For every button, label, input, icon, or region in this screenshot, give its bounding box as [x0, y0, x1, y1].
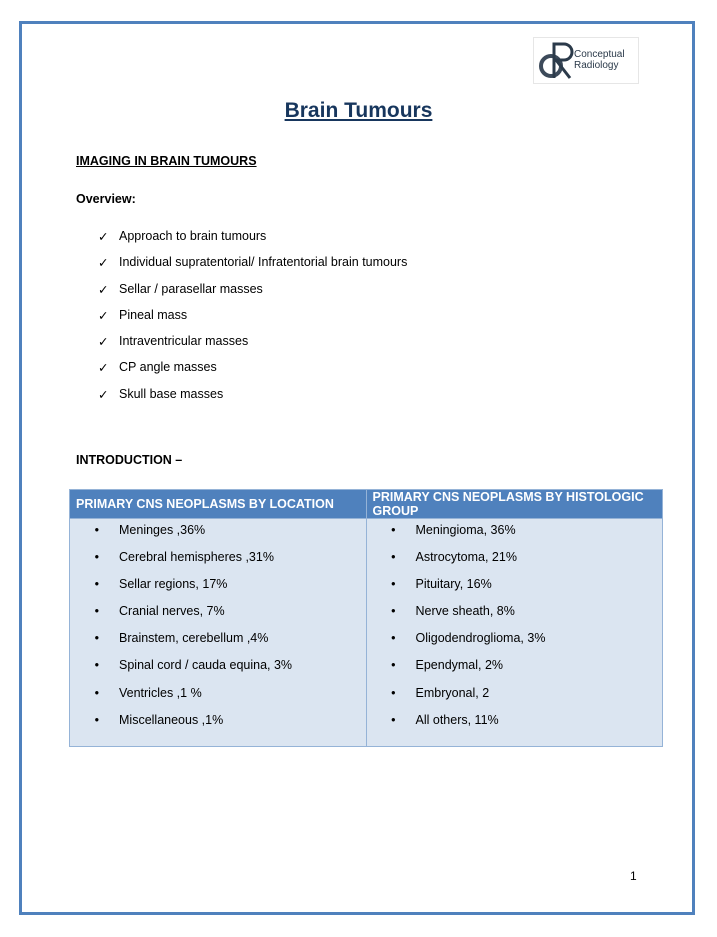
- bullet-icon: •: [391, 577, 396, 592]
- bullet-icon: •: [94, 685, 99, 700]
- checkmark-icon: ✓: [98, 387, 109, 402]
- overview-list: [98, 229, 407, 413]
- bullet-icon: •: [94, 523, 99, 537]
- list-item: ✓ Intraventricular masses: [98, 334, 407, 360]
- bullet-icon: •: [94, 550, 99, 565]
- bullet-icon: •: [391, 685, 396, 700]
- table-list-item: • Spinal cord / cauda equina, 3%: [70, 658, 366, 685]
- table-list-item: • All others, 11%: [367, 713, 663, 740]
- bullet-icon: •: [94, 658, 99, 673]
- conceptual-radiology-logo: [533, 37, 639, 84]
- introduction-label: INTRODUCTION –: [76, 453, 183, 467]
- table-list-item: • Nerve sheath, 8%: [367, 604, 663, 631]
- table-list-item: • Oligodendroglioma, 3%: [367, 631, 663, 658]
- checkmark-icon: ✓: [98, 282, 109, 297]
- bullet-icon: •: [94, 577, 99, 592]
- checkmark-icon: ✓: [98, 335, 109, 350]
- histologic-cell: [366, 519, 663, 747]
- cr-logo-icon: [536, 40, 576, 80]
- checkmark-icon: ✓: [98, 308, 109, 323]
- list-item: ✓ Skull base masses: [98, 387, 407, 413]
- list-item: ✓ Individual supratentorial/ Infratentorial brain tumours: [98, 255, 407, 281]
- page-title: Brain Tumours: [284, 99, 433, 122]
- table-list-item: • Cerebral hemispheres ,31%: [70, 550, 366, 577]
- table-list-item: • Meninges ,36%: [70, 523, 366, 550]
- list-item: ✓ Sellar / parasellar masses: [98, 282, 407, 308]
- logo-text-line1: Conceptual: [574, 49, 625, 60]
- bullet-icon: •: [391, 658, 396, 673]
- table-list-item: • Ependymal, 2%: [367, 658, 663, 685]
- bullet-icon: •: [391, 550, 396, 565]
- bullet-icon: •: [391, 631, 396, 646]
- column-header-location: PRIMARY CNS NEOPLASMS BY LOCATION: [70, 490, 367, 519]
- table-list-item: • Miscellaneous ,1%: [70, 713, 366, 740]
- section-heading: IMAGING IN BRAIN TUMOURS: [76, 154, 257, 168]
- column-header-histologic: PRIMARY CNS NEOPLASMS BY HISTOLOGIC GROUP: [366, 490, 663, 519]
- table-list-item: • Pituitary, 16%: [367, 577, 663, 604]
- bullet-icon: •: [391, 712, 396, 727]
- cns-neoplasms-table: [69, 489, 663, 747]
- table-list-item: • Astrocytoma, 21%: [367, 550, 663, 577]
- bullet-icon: •: [391, 523, 396, 537]
- table-list-item: • Brainstem, cerebellum ,4%: [70, 631, 366, 658]
- table-list-item: • Ventricles ,1 %: [70, 686, 366, 713]
- overview-label: Overview:: [76, 192, 136, 206]
- table-list-item: • Cranial nerves, 7%: [70, 604, 366, 631]
- location-cell: [70, 519, 367, 747]
- table-list-item: • Embryonal, 2: [367, 686, 663, 713]
- list-item: ✓ Pineal mass: [98, 308, 407, 334]
- checkmark-icon: ✓: [98, 256, 109, 271]
- bullet-icon: •: [94, 631, 99, 646]
- page-number: 1: [630, 869, 637, 883]
- table-list-item: • Meningioma, 36%: [367, 523, 663, 550]
- logo-text-line2: Radiology: [574, 60, 619, 71]
- bullet-icon: •: [94, 712, 99, 727]
- bullet-icon: •: [94, 604, 99, 619]
- bullet-icon: •: [391, 604, 396, 619]
- list-item: ✓ Approach to brain tumours: [98, 229, 407, 255]
- checkmark-icon: ✓: [98, 361, 109, 376]
- table-list-item: • Sellar regions, 17%: [70, 577, 366, 604]
- checkmark-icon: ✓: [98, 230, 109, 244]
- list-item: ✓ CP angle masses: [98, 360, 407, 386]
